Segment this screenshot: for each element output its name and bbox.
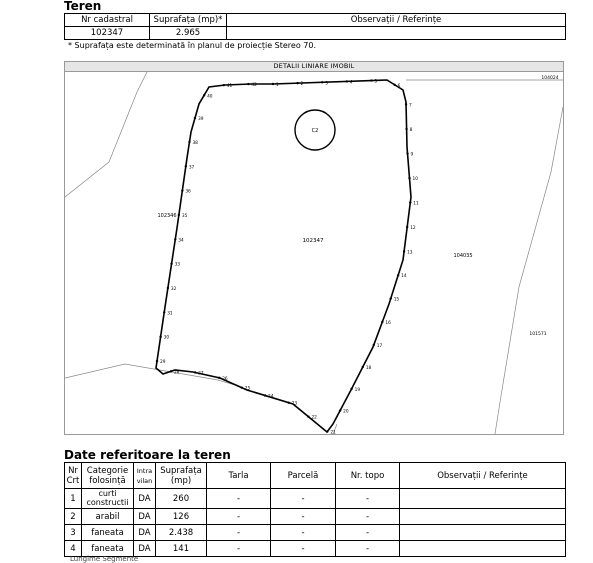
vertex-point — [170, 263, 172, 265]
table-row — [65, 509, 566, 525]
vertex-point — [373, 344, 375, 346]
building-label: C2 — [311, 128, 319, 134]
section-title-date-teren: Date referitoare la teren — [64, 448, 231, 462]
vertex-label: 38 — [192, 140, 198, 146]
cell-nr: 2 — [65, 509, 82, 525]
vertex-label: 40 — [207, 94, 213, 100]
vertex-point — [188, 141, 190, 143]
vertex-label: 41 — [226, 84, 233, 90]
vertex-point — [370, 79, 372, 81]
vertex-point — [203, 94, 205, 96]
cell-nr: 4 — [65, 541, 82, 557]
cell-intravilan: DA — [134, 509, 156, 525]
table-row — [65, 541, 566, 557]
cell-parcela: - — [271, 541, 336, 557]
header-observatii: Observații / Referințe — [227, 14, 566, 27]
vertex-point — [287, 401, 289, 403]
vertex-point — [241, 386, 243, 388]
vertex-label: 7 — [409, 103, 412, 109]
vertex-label: 2 — [300, 82, 304, 88]
header-parcela: Parcelă — [271, 463, 336, 489]
cell-nr-cadastral: 102347 — [65, 27, 150, 40]
vertex-label: 3 — [325, 81, 328, 87]
cell-tarla: - — [207, 525, 271, 541]
cell-suprafata: 141 — [156, 541, 207, 557]
vertex-label: 36 — [185, 189, 191, 195]
vertex-label: 34 — [178, 238, 184, 244]
header-suprafata: Suprafața (mp)* — [150, 14, 227, 27]
table-row — [65, 489, 566, 509]
table-header-row — [65, 14, 566, 27]
vertex-point — [405, 128, 407, 130]
vertex-point — [223, 84, 225, 86]
vertex-label: 21 — [330, 430, 336, 434]
neighbor-boundary-east — [495, 107, 563, 434]
cell-intravilan: DA — [134, 489, 156, 509]
vertex-point — [218, 377, 220, 379]
cell-tarla: - — [207, 541, 271, 557]
cell-intravilan: DA — [134, 541, 156, 557]
vertex-point — [362, 366, 364, 368]
teren-table — [64, 13, 566, 40]
vertex-point — [264, 394, 266, 396]
vertex-point — [194, 371, 196, 373]
cell-nr-topo: - — [336, 509, 400, 525]
neighbor-label-3: 104024 — [541, 76, 559, 81]
vertex-label: 35 — [181, 214, 188, 220]
parcel-boundary — [156, 80, 411, 432]
vertex-point — [296, 82, 298, 84]
vertex-label: 13 — [407, 250, 413, 256]
vertex-label: 9 — [410, 152, 414, 158]
cell-categorie: faneata — [82, 541, 134, 557]
neighbor-label-1: 102346 — [157, 213, 177, 219]
neighbor-label-4: 101571 — [529, 332, 547, 337]
header-intravilan: Intra vilan — [134, 463, 156, 489]
vertex-point — [346, 80, 348, 82]
cell-categorie: arabil — [82, 509, 134, 525]
land-use-table — [64, 462, 566, 557]
cell-parcela: - — [271, 509, 336, 525]
vertex-label: 42 — [251, 83, 257, 89]
vertex-point — [159, 336, 161, 338]
vertex-label: 18 — [365, 365, 372, 371]
table-row — [65, 27, 566, 40]
vertex-label: 4 — [349, 80, 353, 86]
vertex-point — [405, 103, 407, 105]
cell-nr: 1 — [65, 489, 82, 509]
vertex-point — [389, 297, 391, 299]
cell-suprafata: 2.965 — [150, 27, 227, 40]
vertex-point — [247, 83, 249, 85]
cell-nr-topo: - — [336, 541, 400, 557]
cell-parcela: - — [271, 525, 336, 541]
cell-nr-topo: - — [336, 525, 400, 541]
footer-cut-text: Lungime Segmente — [70, 555, 139, 563]
vertex-label: 5 — [374, 79, 378, 85]
parcel-label: 102347 — [302, 238, 324, 244]
cell-parcela: - — [271, 489, 336, 509]
vertex-point — [350, 388, 352, 390]
vertex-label: 39 — [197, 117, 204, 123]
vertex-point — [170, 370, 172, 372]
projection-note: * Suprafața este determinată în planul de proiecție Stereo 70. — [68, 41, 317, 50]
vertex-label: 32 — [170, 287, 177, 293]
cell-tarla: - — [207, 509, 271, 525]
vertex-point — [406, 226, 408, 228]
vertex-markers — [156, 79, 419, 434]
vertex-point — [167, 287, 169, 289]
vertex-point — [339, 409, 341, 411]
vertex-label: 23 — [291, 401, 298, 407]
vertex-label: 11 — [413, 201, 419, 207]
vertex-point — [381, 321, 383, 323]
cell-intravilan: DA — [134, 525, 156, 541]
vertex-label: 12 — [410, 226, 416, 232]
cell-observatii — [400, 525, 566, 541]
vertex-label: 29 — [160, 360, 166, 366]
cell-tarla: - — [207, 489, 271, 509]
vertex-label: 27 — [198, 371, 204, 377]
vertex-label: 24 — [268, 394, 274, 400]
vertex-point — [409, 201, 411, 203]
neighbor-label-2: 104035 — [453, 253, 473, 259]
table-row — [65, 525, 566, 541]
header-categorie: Categorie folosință — [82, 463, 134, 489]
vertex-label: 15 — [393, 297, 400, 303]
vertex-point — [307, 416, 309, 418]
vertex-point — [393, 84, 395, 86]
vertex-label: 26 — [222, 376, 228, 382]
parcel-map-drawing — [65, 72, 563, 434]
cell-observatii — [400, 509, 566, 525]
vertex-label: 19 — [354, 387, 361, 393]
header-suprafata: Suprafața (mp) — [156, 463, 207, 489]
cell-observatii — [400, 489, 566, 509]
cell-suprafata: 126 — [156, 509, 207, 525]
cell-nr: 3 — [65, 525, 82, 541]
vertex-point — [194, 117, 196, 119]
vertex-point — [326, 430, 328, 432]
map-header: DETALII LINIARE IMOBIL — [65, 62, 563, 72]
vertex-point — [178, 214, 180, 216]
vertex-label: 1 — [276, 83, 279, 88]
vertex-point — [174, 238, 176, 240]
vertex-label: 6 — [397, 83, 401, 89]
section-title-teren: Teren — [64, 0, 102, 13]
cell-observatii — [227, 27, 566, 40]
vertex-label: 20 — [343, 409, 349, 415]
header-nr-crt: Nr Crt — [65, 463, 82, 489]
cell-categorie: faneata — [82, 525, 134, 541]
vertex-point — [403, 250, 405, 252]
header-nr-topo: Nr. topo — [336, 463, 400, 489]
vertex-label: 25 — [244, 386, 251, 392]
cell-nr-topo: - — [336, 489, 400, 509]
vertex-label: 17 — [376, 343, 383, 349]
vertex-point — [406, 152, 408, 154]
vertex-label: 8 — [409, 127, 413, 133]
vertex-label: 14 — [401, 274, 407, 280]
vertex-label: 10 — [412, 177, 418, 183]
header-tarla: Tarla — [207, 463, 271, 489]
vertex-label: 30 — [163, 335, 170, 341]
vertex-label: 33 — [174, 262, 181, 268]
neighbor-boundary-west — [65, 72, 147, 197]
vertex-point — [272, 83, 274, 85]
vertex-label: 37 — [188, 165, 195, 171]
parcel-map — [64, 61, 564, 435]
cell-suprafata: 260 — [156, 489, 207, 509]
vertex-label: 28 — [173, 370, 180, 376]
cell-suprafata: 2.438 — [156, 525, 207, 541]
vertex-point — [181, 189, 183, 191]
vertex-point — [408, 177, 410, 179]
header-nr-cadastral: Nr cadastral — [65, 14, 150, 27]
vertex-point — [321, 81, 323, 83]
vertex-point — [185, 165, 187, 167]
cell-categorie: curti constructii — [82, 489, 134, 509]
vertex-point — [397, 274, 399, 276]
cell-observatii — [400, 541, 566, 557]
table-header-row — [65, 463, 566, 489]
vertex-point — [156, 360, 158, 362]
neighbor-boundary-south — [65, 364, 235, 385]
header-observatii: Observații / Referințe — [400, 463, 566, 489]
vertex-label: 31 — [167, 311, 173, 317]
vertex-label: 16 — [385, 320, 391, 326]
vertex-point — [163, 311, 165, 313]
vertex-label: 22 — [311, 415, 317, 421]
